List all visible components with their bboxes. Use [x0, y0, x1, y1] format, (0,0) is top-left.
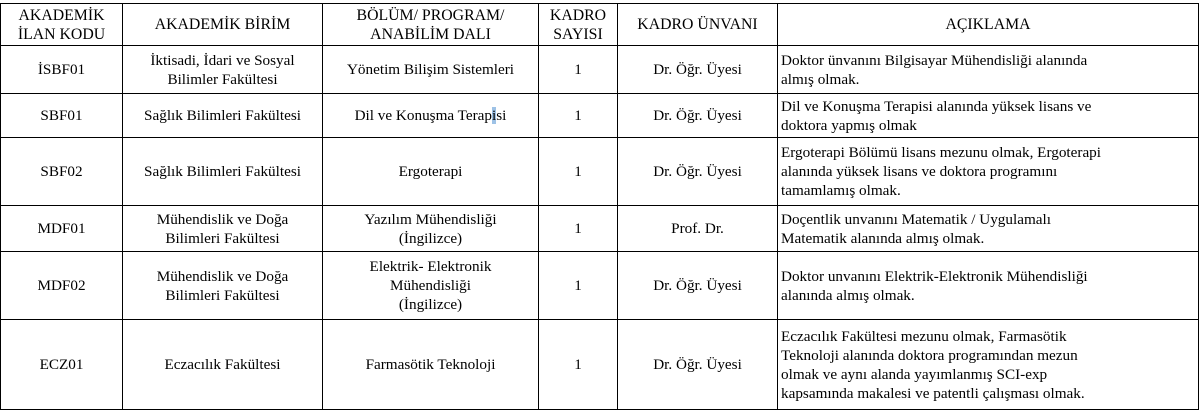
header-line: ANABİLİM DALI [370, 25, 491, 43]
akademik-birim-line: Mühendislik ve Doğa [156, 210, 289, 228]
kadro-unvani: Prof. Dr. [671, 220, 724, 237]
header-line: İLAN KODU [17, 25, 106, 43]
kadro-sayisi-cell [539, 138, 618, 206]
kadro-unvani-cell [618, 252, 778, 320]
aciklama-line: Matematik alanında almış olmak. [781, 229, 985, 247]
aciklama-line: Doktor unvanını Elektrik-Elektronik Mühendisliği [781, 267, 1088, 285]
ilan-kodu: SBF01 [40, 107, 83, 124]
bolum-program-line: (İngilizce) [398, 296, 463, 313]
header-bolum-program [323, 4, 539, 46]
kadro-unvani-cell [618, 320, 778, 410]
bolum-program-cell [323, 252, 539, 320]
bolum-program-cell [323, 138, 539, 206]
academic-position-table [0, 3, 1199, 410]
kadro-sayisi: 1 [574, 163, 582, 180]
bolum-program-cell [323, 46, 539, 94]
bolum-program-line: Yazılım Mühendisliği [364, 210, 497, 228]
aciklama-line: olmak ve aynı alanda yayımlanmış SCI-exp [781, 365, 1048, 383]
kadro-unvani: Dr. Öğr. Üyesi [653, 277, 742, 294]
table-row [1, 94, 1199, 138]
header-akademik-birim [123, 4, 323, 46]
akademik-birim-line: Bilimler Fakültesi [167, 70, 278, 88]
kadro-unvani: Dr. Öğr. Üyesi [653, 356, 742, 373]
akademik-birim-cell [123, 94, 323, 138]
aciklama-line: Eczacılık Fakültesi mezunu olmak, Farmasötik [781, 327, 1067, 345]
akademik-birim-cell [123, 206, 323, 252]
bolum-program-line: Yönetim Bilişim Sistemleri [346, 61, 515, 78]
kadro-unvani-cell [618, 138, 778, 206]
bolum-program-line: Mühendisliği [389, 277, 471, 294]
aciklama-line: Teknoloji alanında doktora programından mezun [781, 346, 1078, 364]
header-line: AKADEMİK BİRİM [154, 16, 291, 33]
bolum-program-cell [323, 320, 539, 410]
aciklama-cell [778, 46, 1199, 94]
aciklama-line: tamamlamış olmak. [781, 182, 901, 199]
akademik-birim-line: Mühendislik ve Doğa [156, 267, 289, 285]
kadro-unvani: Dr. Öğr. Üyesi [653, 107, 742, 124]
bolum-program-cell[interactable] [323, 94, 539, 138]
bolum-program-text: Dil ve Konuşma Terap [354, 107, 493, 124]
header-ilan-kodu [1, 4, 123, 46]
bolum-program-line [355, 107, 507, 124]
kadro-sayisi-cell [539, 252, 618, 320]
kadro-unvani-cell [618, 46, 778, 94]
header-line: AKADEMİK [18, 6, 105, 24]
aciklama-line: almış olmak. [781, 70, 860, 88]
aciklama-cell [778, 252, 1199, 320]
aciklama-cell [778, 320, 1199, 410]
bolum-program-cell [323, 206, 539, 252]
akademik-birim-line: Eczacılık Fakültesi [164, 356, 281, 373]
ilan-kodu-cell [1, 94, 123, 138]
ilan-kodu: MDF01 [37, 220, 86, 237]
akademik-birim-line: Sağlık Bilimleri Fakültesi [144, 107, 301, 124]
aciklama-cell [778, 206, 1199, 252]
table-row [1, 206, 1199, 252]
header-line: KADRO ÜNVANI [637, 16, 758, 33]
aciklama-line: Doktor ünvanını Bilgisayar Mühendisliği alanında [781, 51, 1088, 69]
akademik-birim-cell [123, 252, 323, 320]
kadro-sayisi: 1 [574, 61, 582, 78]
table-row [1, 252, 1199, 320]
bolum-program-text: si [496, 107, 507, 124]
ilan-kodu-cell [1, 46, 123, 94]
akademik-birim-line: Bilimleri Fakültesi [165, 229, 280, 247]
bolum-program-line: Ergoterapi [398, 163, 463, 180]
akademik-birim-line: Sağlık Bilimleri Fakültesi [144, 163, 301, 180]
kadro-sayisi-cell [539, 94, 618, 138]
header-line: BÖLÜM/ PROGRAM/ [356, 6, 505, 24]
table-row [1, 46, 1199, 94]
kadro-unvani: Dr. Öğr. Üyesi [653, 163, 742, 180]
kadro-sayisi: 1 [574, 277, 582, 294]
kadro-unvani-cell [618, 206, 778, 252]
aciklama-line: alanında yüksek lisans ve doktora programını [781, 163, 1058, 180]
akademik-birim-cell [123, 138, 323, 206]
aciklama-line: Dil ve Konuşma Terapisi alanında yüksek lisans ve [781, 97, 1092, 115]
ilan-kodu: ECZ01 [39, 356, 84, 373]
bolum-program-line: (İngilizce) [398, 229, 463, 247]
ilan-kodu: İSBF01 [37, 61, 86, 78]
kadro-sayisi-cell [539, 46, 618, 94]
table-row [1, 320, 1199, 410]
akademik-birim-line: İktisadi, İdari ve Sosyal [150, 51, 295, 69]
aciklama-line: alanında almış olmak. [781, 286, 915, 304]
ilan-kodu-cell [1, 252, 123, 320]
bolum-program-line: Farmasötik Teknoloji [365, 356, 496, 373]
ilan-kodu: MDF02 [37, 277, 86, 294]
kadro-unvani-cell [618, 94, 778, 138]
header-kadro-unvani [618, 4, 778, 46]
header-line: KADRO [549, 6, 607, 24]
kadro-sayisi: 1 [574, 107, 582, 124]
akademik-birim-line: Bilimleri Fakültesi [165, 286, 280, 304]
aciklama-line: doktora yapmış olmak [781, 116, 917, 134]
akademik-birim-cell [123, 320, 323, 410]
kadro-sayisi: 1 [574, 356, 582, 373]
akademik-birim-cell [123, 46, 323, 94]
header-kadro-sayisi [539, 4, 618, 46]
header-aciklama [778, 4, 1199, 46]
ilan-kodu-cell [1, 206, 123, 252]
kadro-sayisi-cell [539, 320, 618, 410]
kadro-unvani: Dr. Öğr. Üyesi [653, 61, 742, 78]
kadro-sayisi-cell [539, 206, 618, 252]
ilan-kodu: SBF02 [40, 163, 83, 180]
aciklama-line: Ergoterapi Bölümü lisans mezunu olmak, Ergoterapi [781, 144, 1101, 161]
table-row [1, 138, 1199, 206]
aciklama-cell [778, 94, 1199, 138]
ilan-kodu-cell [1, 138, 123, 206]
header-row [1, 4, 1199, 46]
ilan-kodu-cell [1, 320, 123, 410]
text-selection-highlight: i [492, 107, 497, 124]
header-line: SAYISI [553, 25, 603, 43]
aciklama-line: kapsamında makalesi ve patentli çalışması olmak. [781, 384, 1085, 402]
kadro-sayisi: 1 [574, 220, 582, 237]
aciklama-cell [778, 138, 1199, 206]
aciklama-line: Doçentlik unvanını Matematik / Uygulamalı [781, 210, 1051, 228]
header-line: AÇIKLAMA [945, 16, 1031, 33]
bolum-program-line: Elektrik- Elektronik [369, 258, 492, 275]
